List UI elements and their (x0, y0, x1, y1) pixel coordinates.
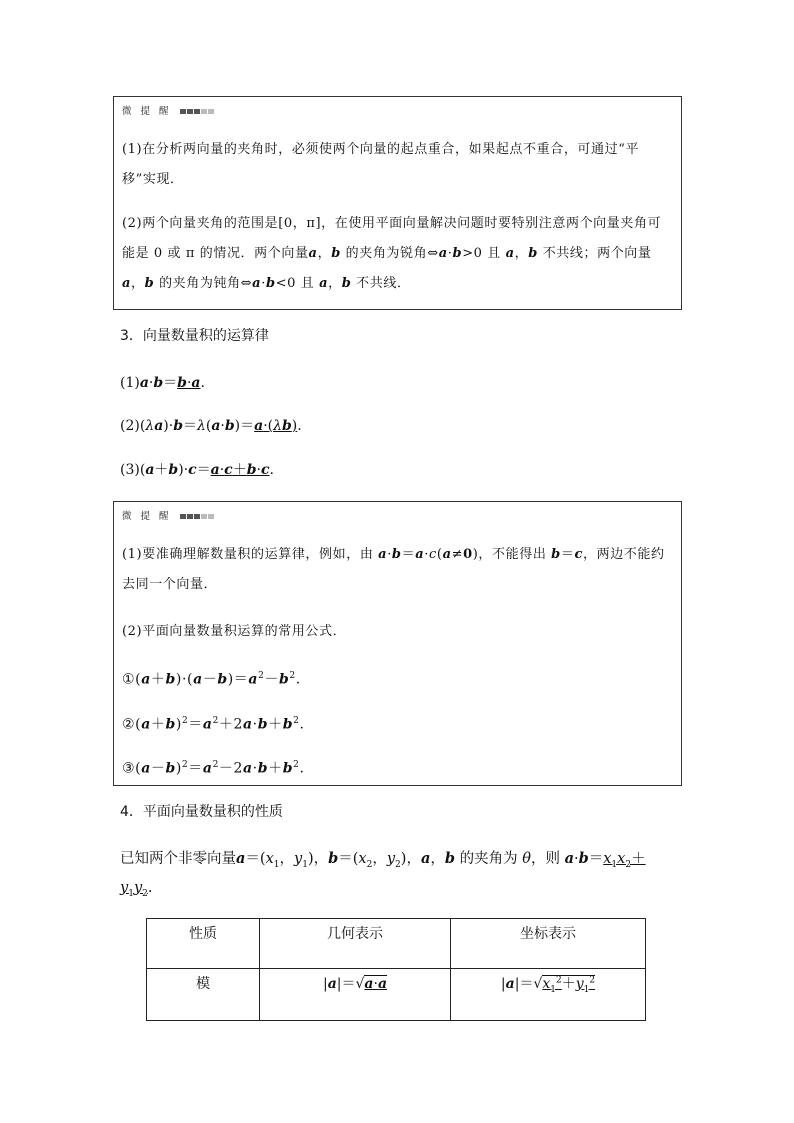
formula-1: $①(a+b)\cdot(a-b)=a^2-b^2$. (122, 671, 301, 688)
properties-table (146, 918, 646, 1021)
table-header: 几何表示 (260, 919, 451, 969)
table-header-row (147, 919, 646, 969)
reminder-box-1 (113, 96, 682, 310)
law-scalar: (2)(λa)·b＝λ(a·b)＝a·(λb). (120, 418, 302, 434)
reminder-paragraph-2: (2)平面向量数量积运算的常用公式． (122, 624, 347, 639)
table-cell: 模 (147, 969, 260, 1021)
reminder-header: 微 提 醒 (122, 103, 215, 117)
law-commutative: (1)a·b＝b·a. (120, 375, 205, 391)
reminder-paragraph-1: (1)在分析两向量的夹角时，必须使两个向量的起点重合，如果起点不重合，可通过“平移”实现． (122, 142, 640, 187)
section-4-intro: 已知两个非零向量$a=(x_1$，$y_1$)，$b=(x_2$，$y_2$)，a，b 的夹角为 θ，则 $a\cdot b=x_1x_2+$ (120, 850, 646, 870)
formula-3: $③(a-b)^2=a^2-2a\cdot b+b^2$. (122, 760, 305, 777)
reminder-box-2 (113, 501, 682, 786)
table-cell: $|a|=√x_1^2+y_1^2$ (451, 969, 646, 1021)
table-cell: |a|＝√a·a (260, 969, 451, 1021)
section-4-intro-cont: $y_1y_2$. (120, 880, 153, 899)
progress-dots-icon (180, 106, 215, 117)
section-3-title: 3．向量数量积的运算律 (120, 328, 269, 344)
table-row (147, 969, 646, 1021)
formula-2: $②(a+b)^2=a^2+2a\cdot b+b^2$. (122, 716, 305, 733)
section-4-title: 4．平面向量数量积的性质 (120, 804, 283, 820)
table-header: 性质 (147, 919, 260, 969)
table-header: 坐标表示 (451, 919, 646, 969)
reminder-paragraph-2: (2)两个向量夹角的范围是[0，π]，在使用平面向量解决问题时要特别注意两个向量夹角可能是 0 或 π 的情况．两个向量a，b 的夹角为锐角⇔a·b>0 且 a，b 不共线；两个向量a，b 的夹角为钝角⇔a·b<0 且 a，b 不共线． (122, 216, 662, 291)
progress-dots-icon (180, 511, 215, 522)
reminder-paragraph-1: (1)要准确理解数量积的运算律，例如，由 a·b＝a·c(a≠0)，不能得出 b＝c，两边不能约去同一个向量． (122, 547, 665, 592)
reminder-header: 微 提 醒 (122, 508, 215, 522)
law-distributive: (3)(a＋b)·c＝a·c＋b·c. (120, 462, 274, 478)
